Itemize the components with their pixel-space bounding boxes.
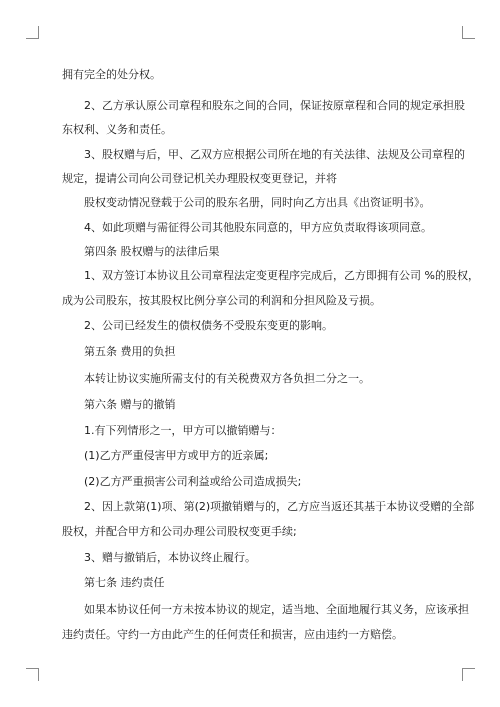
paragraph-line: 如果本协议任何一方未按本协议的规定，适当地、全面地履行其义务，应该承担 [84,603,469,616]
paragraph-line: 本转让协议实施所需支付的有关税费双方各负担二分之一。 [84,372,370,385]
paragraph-line: 3、赠与撤销后，本协议终止履行。 [84,551,256,564]
paragraph-line: 股权，并配合甲方和公司办理公司股权变更手续; [62,525,297,538]
section-heading: 第五条 费用的负担 [84,345,176,358]
paragraph-line: 1.有下列情形之一，甲方可以撤销赠与： [84,424,282,437]
paragraph-line: 2、因上款第(1)项、第(2)项撤销赠与的，乙方应当返还其基于本协议受赠的全部 [84,500,475,513]
paragraph-line: 2、乙方承认原公司章程和股东之间的合同，保证按原章程和合同的规定承担股 [84,99,465,112]
paragraph-line: 2、公司已经发生的债权债务不受股东变更的影响。 [84,319,333,332]
paragraph-line: (1)乙方严重侵害甲方或甲方的近亲属; [84,449,269,462]
paragraph-line: 1、双方签订本协议且公司章程法定变更程序完成后，乙方即拥有公司 %的股权， [84,269,479,282]
paragraph-line: 3、股权赠与后，甲、乙双方应根据公司所在地的有关法律、法规及公司章程的 [84,148,465,161]
section-heading: 第七条 违约责任 [84,576,165,589]
paragraph-line: 东权利、义务和责任。 [62,123,172,136]
paragraph-line: 4、如此项赠与需征得公司其他股东同意的，甲方应负责取得该项同意。 [84,221,432,234]
paragraph-line: 规定，提请公司向公司登记机关办理股权变更登记，并将 [62,172,337,185]
section-heading: 第六条 赠与的撤销 [84,398,176,411]
paragraph-line: 违约责任。守约一方由此产生的任何责任和损害，应由违约一方赔偿。 [62,628,403,641]
paragraph-line: 成为公司股东，按其股权比例分享公司的利润和分担风险及亏损。 [62,294,381,307]
paragraph-line: 拥有完全的处分权。 [62,68,161,81]
paragraph-line: (2)乙方严重损害公司利益或给公司造成损失; [84,475,302,488]
paragraph-line: 股权变动情况登载于公司的股东名册，同时向乙方出具《出资证明书》。 [84,196,431,209]
section-heading: 第四条 股权赠与的法律后果 [84,245,220,258]
